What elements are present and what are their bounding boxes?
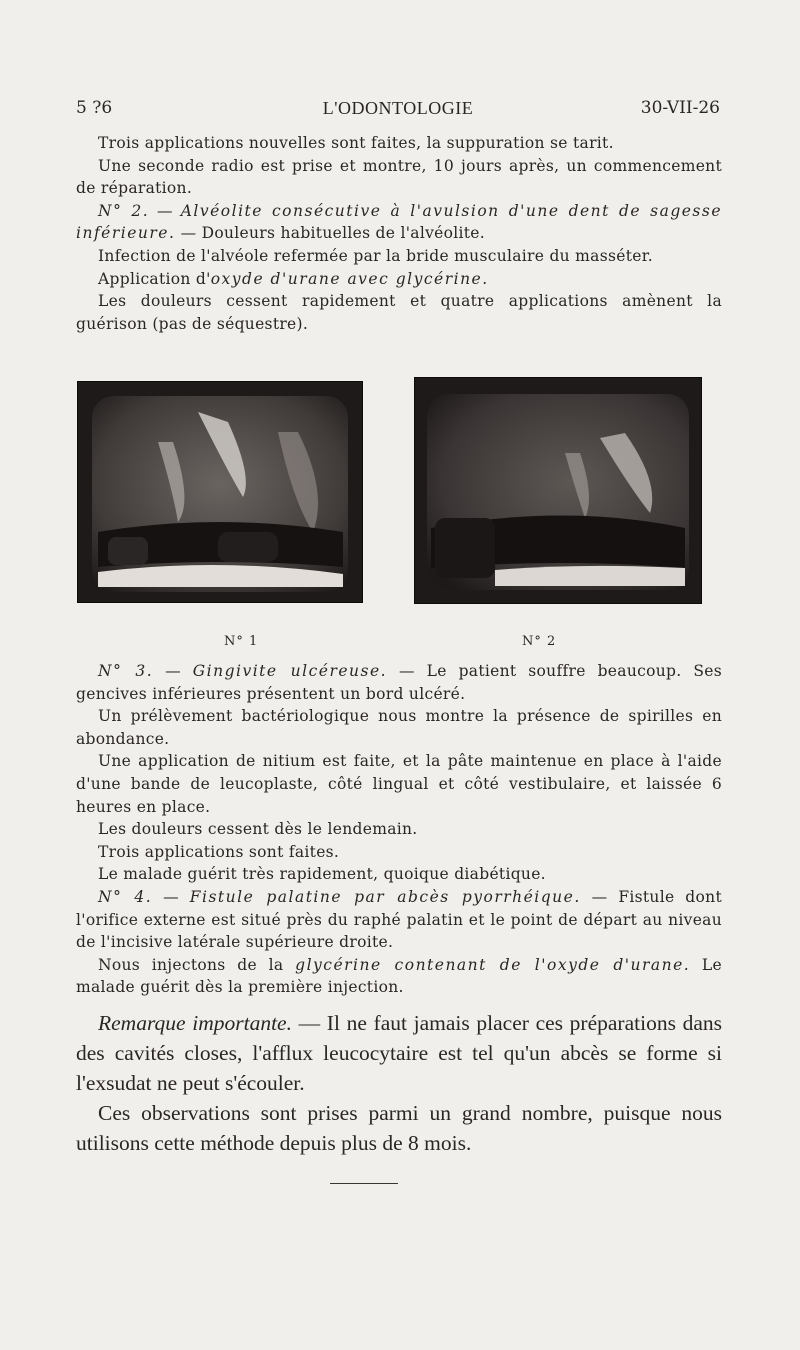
paragraph: Trois applications nouvelles sont faites, la suppuration se tarit.	[98, 134, 614, 152]
paragraph: Les douleurs cessent dès le lendemain.	[98, 820, 418, 839]
lower-text-block	[76, 660, 722, 999]
case-4-paragraph: N° 4. — Fistule palatine par abcès pyorrhéique. — Fistule dont l'orifice externe est situé près du raphé palatin et le point de départ au niveau de l'incisive latérale supérieure droite.	[76, 887, 722, 952]
radiograph-image	[415, 378, 701, 603]
paragraph: Infection de l'alvéole refermée par la bride musculaire du masséter.	[98, 246, 653, 265]
italic-text: oxyde d'urane avec glycérine.	[210, 269, 489, 288]
paragraph	[76, 268, 722, 291]
radiograph-figure-2	[414, 377, 702, 604]
paragraph: Une seconde radio est prise et montre, 10 jours après, un commencement de réparation.	[76, 156, 722, 198]
paragraph	[76, 954, 722, 999]
case-description: — Douleurs habituelles de l'alvéolite.	[175, 224, 485, 243]
case-description: — Le patient souffre beaucoup. Ses gencives inférieures présentent un bord ulcéré.	[76, 662, 722, 703]
remark-label: Remarque importante.	[98, 1011, 292, 1035]
page-number: 5 ?6	[76, 98, 113, 118]
case-3-paragraph: N° 3. — Gingivite ulcéreuse. — Le patient souffre beaucoup. Ses gencives inférieures présentent un bord ulcéré.	[76, 662, 722, 703]
radiograph-figure-1	[77, 381, 363, 603]
text-run: Application d'	[98, 269, 211, 288]
figure-2-caption: N° 2	[522, 634, 557, 649]
issue-date: 30-VII-26	[640, 98, 720, 118]
radiograph-image	[78, 382, 362, 602]
journal-title: L'ODONTOLOGIE	[322, 98, 474, 118]
section-divider	[330, 1183, 398, 1184]
case-title: Fistule palatine par abcès pyorrhéique.	[189, 887, 581, 906]
closing-paragraph: Ces observations sont prises parmi un grand nombre, puisque nous utilisons cette méthode depuis plus de 8 mois.	[76, 1101, 722, 1155]
remark-paragraph	[76, 1008, 722, 1098]
text-run: Le malade guérit dès la première injection.	[76, 955, 723, 997]
paragraph: Le malade guérit très rapidement, quoique diabétique.	[98, 865, 546, 884]
case-description: — Fistule dont l'orifice externe est situé près du raphé palatin et le point de départ au niveau de l'incisive latérale supérieure droite.	[76, 887, 722, 952]
case-title: Alvéolite consécutive à l'avulsion d'une dent de sagesse inférieure.	[76, 201, 722, 243]
case-2-paragraph: N° 2. — Alvéolite consécutive à l'avulsion d'une dent de sagesse inférieure. — Douleurs habituelles de l'alvéolite.	[76, 201, 722, 243]
italic-text: glycérine contenant de l'oxyde d'urane.	[295, 955, 691, 974]
paragraph: Un prélèvement bactériologique nous montre la présence de spirilles en abondance.	[76, 707, 722, 748]
figure-1-caption: N° 1	[224, 634, 259, 649]
case-number: N° 3.	[98, 662, 154, 680]
upper-text-block	[76, 132, 722, 335]
paragraph: Une application de nitium est faite, et la pâte maintenue en place à l'aide d'une bande de leucoplaste, côté lingual et côté vestibulaire, et laissée 6 heures en place.	[76, 752, 722, 816]
case-number: N° 2.	[98, 201, 150, 220]
paragraph: Les douleurs cessent rapidement et quatre applications amènent la guérison (pas de séquestre).	[76, 292, 722, 333]
running-header	[76, 98, 720, 122]
important-remark	[76, 1008, 722, 1158]
text-run: Nous injectons de la	[98, 955, 296, 974]
case-title: Gingivite ulcéreuse.	[192, 662, 388, 680]
remark-text: — Il ne faut jamais placer ces préparations dans des cavités closes, l'afflux leucocytaire est tel qu'un abcès se forme si l'exsudat ne peut s'écouler.	[76, 1011, 723, 1095]
case-number: N° 4.	[98, 887, 153, 906]
paragraph: Trois applications sont faites.	[98, 842, 340, 861]
